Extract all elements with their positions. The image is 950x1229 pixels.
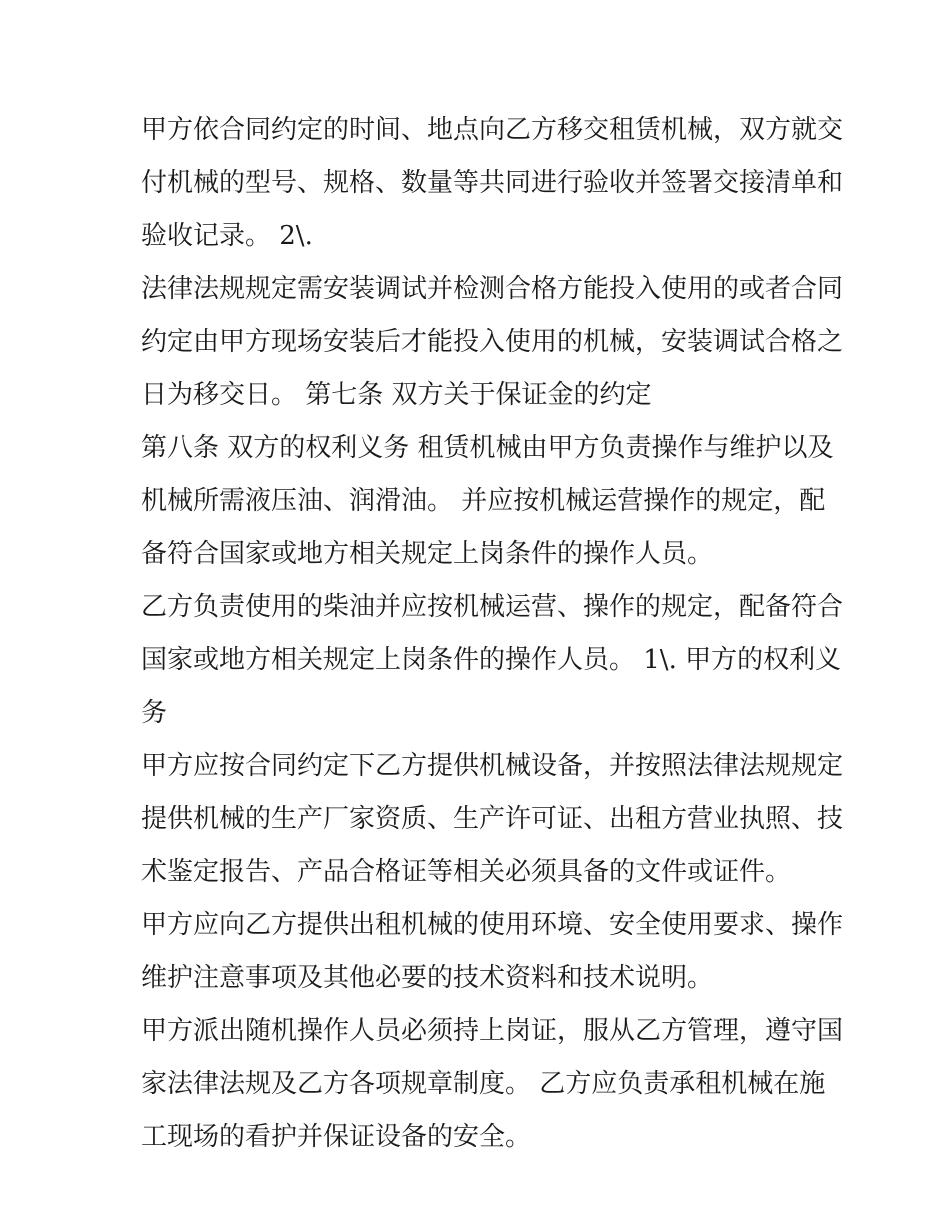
text-line: 验收记录。 2\. — [141, 221, 313, 251]
text-line: 提供机械的生产厂家资质、生产许可证、出租方营业执照、技 — [141, 804, 844, 834]
text-line: 工现场的看护并保证设备的安全。 — [141, 1122, 532, 1152]
text-line: 法律法规规定需安装调试并检测合格方能投入使用的或者合同 — [141, 274, 844, 304]
text-line: 约定由甲方现场安装后才能投入使用的机械，安装调试合格之 — [141, 327, 844, 357]
text-line: 乙方负责使用的柴油并应按机械运营、操作的规定，配备符合 — [141, 592, 844, 622]
text-line: 日为移交日。 第七条 双方关于保证金的约定 — [141, 380, 652, 410]
text-line: 备符合国家或地方相关规定上岗条件的操作人员。 — [141, 539, 714, 569]
text-line: 甲方派出随机操作人员必须持上岗证，服从乙方管理，遵守国 — [141, 1016, 844, 1046]
text-line: 付机械的型号、规格、数量等共同进行验收并签署交接清单和 — [141, 168, 844, 198]
text-line: 术鉴定报告、产品合格证等相关必须具备的文件或证件。 — [141, 857, 792, 887]
text-line: 国家或地方相关规定上岗条件的操作人员。 1\. 甲方的权利义 — [141, 645, 842, 675]
text-line: 机械所需液压油、润滑油。 并应按机械运营操作的规定，配 — [141, 486, 826, 516]
text-line: 务 — [141, 698, 168, 728]
text-line: 第八条 双方的权利义务 租赁机械由甲方负责操作与维护以及 — [141, 433, 834, 463]
text-line: 维护注意事项及其他必要的技术资料和技术说明。 — [141, 963, 714, 993]
text-line: 甲方应按合同约定下乙方提供机械设备，并按照法律法规规定 — [141, 751, 844, 781]
text-line: 甲方依合同约定的时间、地点向乙方移交租赁机械，双方就交 — [141, 115, 844, 145]
text-line: 家法律法规及乙方各项规章制度。 乙方应负责承租机械在施 — [141, 1069, 826, 1099]
text-line: 甲方应向乙方提供出租机械的使用环境、安全使用要求、操作 — [141, 910, 844, 940]
document-body — [141, 104, 844, 1164]
